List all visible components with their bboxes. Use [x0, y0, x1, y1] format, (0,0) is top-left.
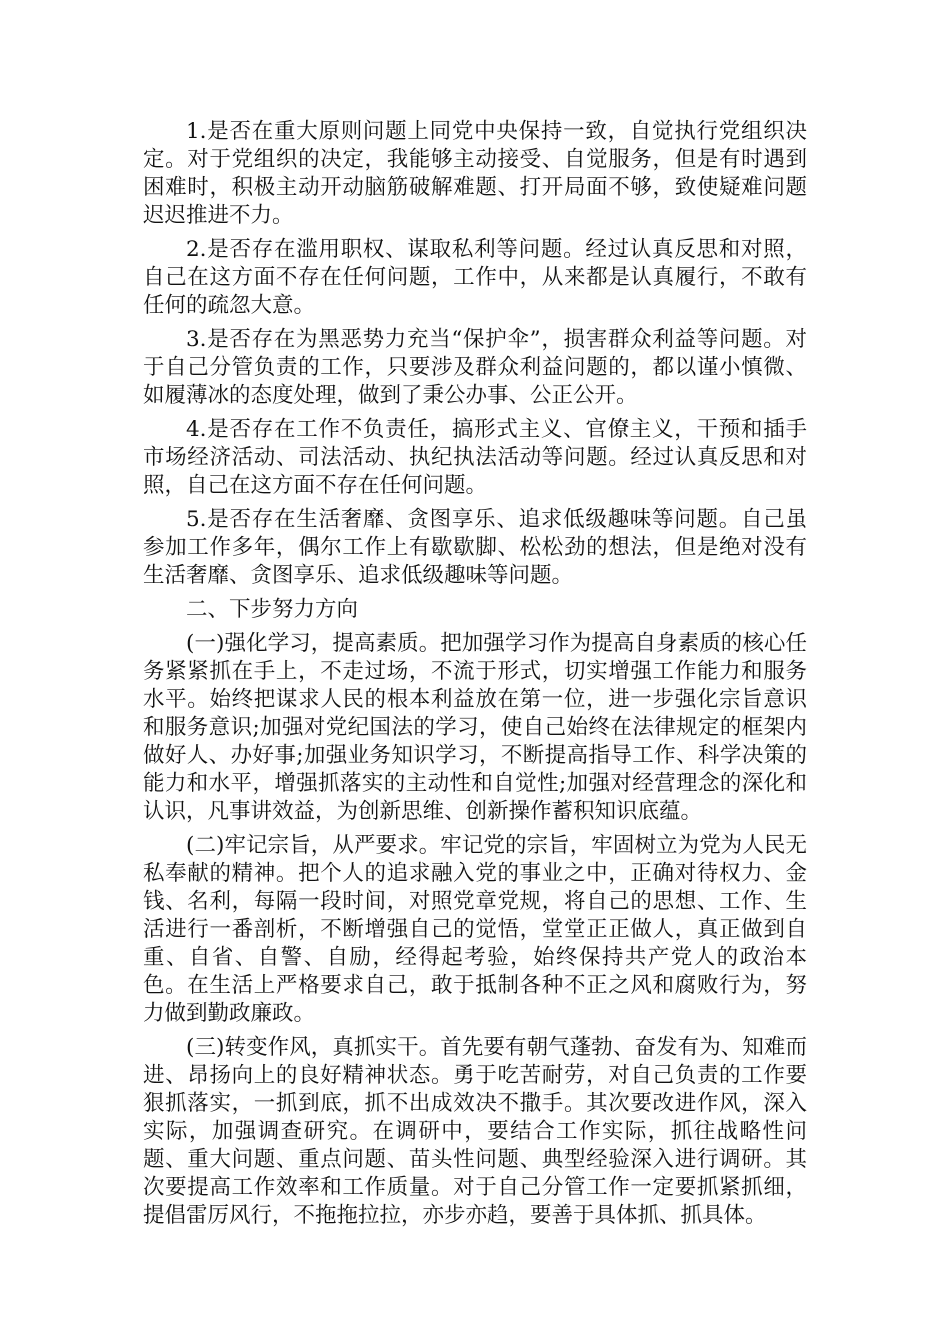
document-page	[143, 118, 807, 1236]
paragraph-section-2: (二)牢记宗旨，从严要求。牢记党的宗旨，牢固树立为党为人民无私奉献的精神。把个人的追求融入党的事业之中，正确对待权力、金钱、名利，每隔一段时间，对照党章党规，将自己的思想、工作、生活进行一番剖析，不断增强自己的觉悟，堂堂正正做人，真正做到自重、自省、自警、自励，经得起考验，始终保持共产党人的政治本色。在生活上严格要求自己，敢于抵制各种不正之风和腐败行为，努力做到勤政廉政。	[143, 833, 807, 1026]
paragraph-section-3: (三)转变作风，真抓实干。首先要有朝气蓬勃、奋发有为、知难而进、昂扬向上的良好精神状态。勇于吃苦耐劳，对自己负责的工作要狠抓落实，一抓到底，抓不出成效决不撒手。其次要改进作风，深入实际，加强调查研究。在调研中，要结合工作实际，抓往战略性问题、重大问题、重点问题、苗头性问题、典型经验深入进行调研。其次要提高工作效率和工作质量。对于自己分管工作一定要抓紧抓细，提倡雷厉风行，不拖拖拉拉，亦步亦趋，要善于具体抓、抓具体。	[143, 1035, 807, 1228]
section-heading: 二、下步努力方向	[186, 597, 359, 622]
paragraph-section-1: (一)强化学习，提高素质。把加强学习作为提高自身素质的核心任务紧紧抓在手上，不走过场，不流于形式，切实增强工作能力和服务水平。始终把谋求人民的根本利益放在第一位，进一步强化宗旨意识和服务意识;加强对党纪国法的学习，使自己始终在法律规定的框架内做好人、办好事;加强业务知识学习，不断提高指导工作、科学决策的能力和水平，增强抓落实的主动性和自觉性;加强对经营理念的深化和认识，凡事讲效益，为创新思维、创新操作蓄积知识底蕴。	[143, 631, 807, 824]
paragraph-item-3: 3.是否存在为黑恶势力充当“保护伞”，损害群众利益等问题。对于自己分管负责的工作，只要涉及群众利益问题的，都以谨小慎微、如履薄冰的态度处理，做到了秉公办事、公正公开。	[143, 327, 807, 408]
paragraph-item-4: 4.是否存在工作不负责任，搞形式主义、官僚主义，干预和插手市场经济活动、司法活动、执纪执法活动等问题。经过认真反思和对照，自己在这方面不存在任何问题。	[143, 417, 807, 498]
paragraph-item-5: 5.是否存在生活奢靡、贪图享乐、追求低级趣味等问题。自己虽参加工作多年，偶尔工作上有歇歇脚、松松劲的想法，但是绝对没有生活奢靡、贪图享乐、追求低级趣味等问题。	[143, 507, 807, 588]
paragraph-item-1: 1.是否在重大原则问题上同党中央保持一致，自觉执行党组织决定。对于党组织的决定，我能够主动接受、自觉服务，但是有时遇到困难时，积极主动开动脑筋破解难题、打开局面不够，致使疑难问题迟迟推进不力。	[143, 119, 807, 228]
paragraph-item-2: 2.是否存在滥用职权、谋取私利等问题。经过认真反思和对照，自己在这方面不存在任何问题，工作中，从来都是认真履行，不敢有任何的疏忽大意。	[143, 237, 807, 318]
